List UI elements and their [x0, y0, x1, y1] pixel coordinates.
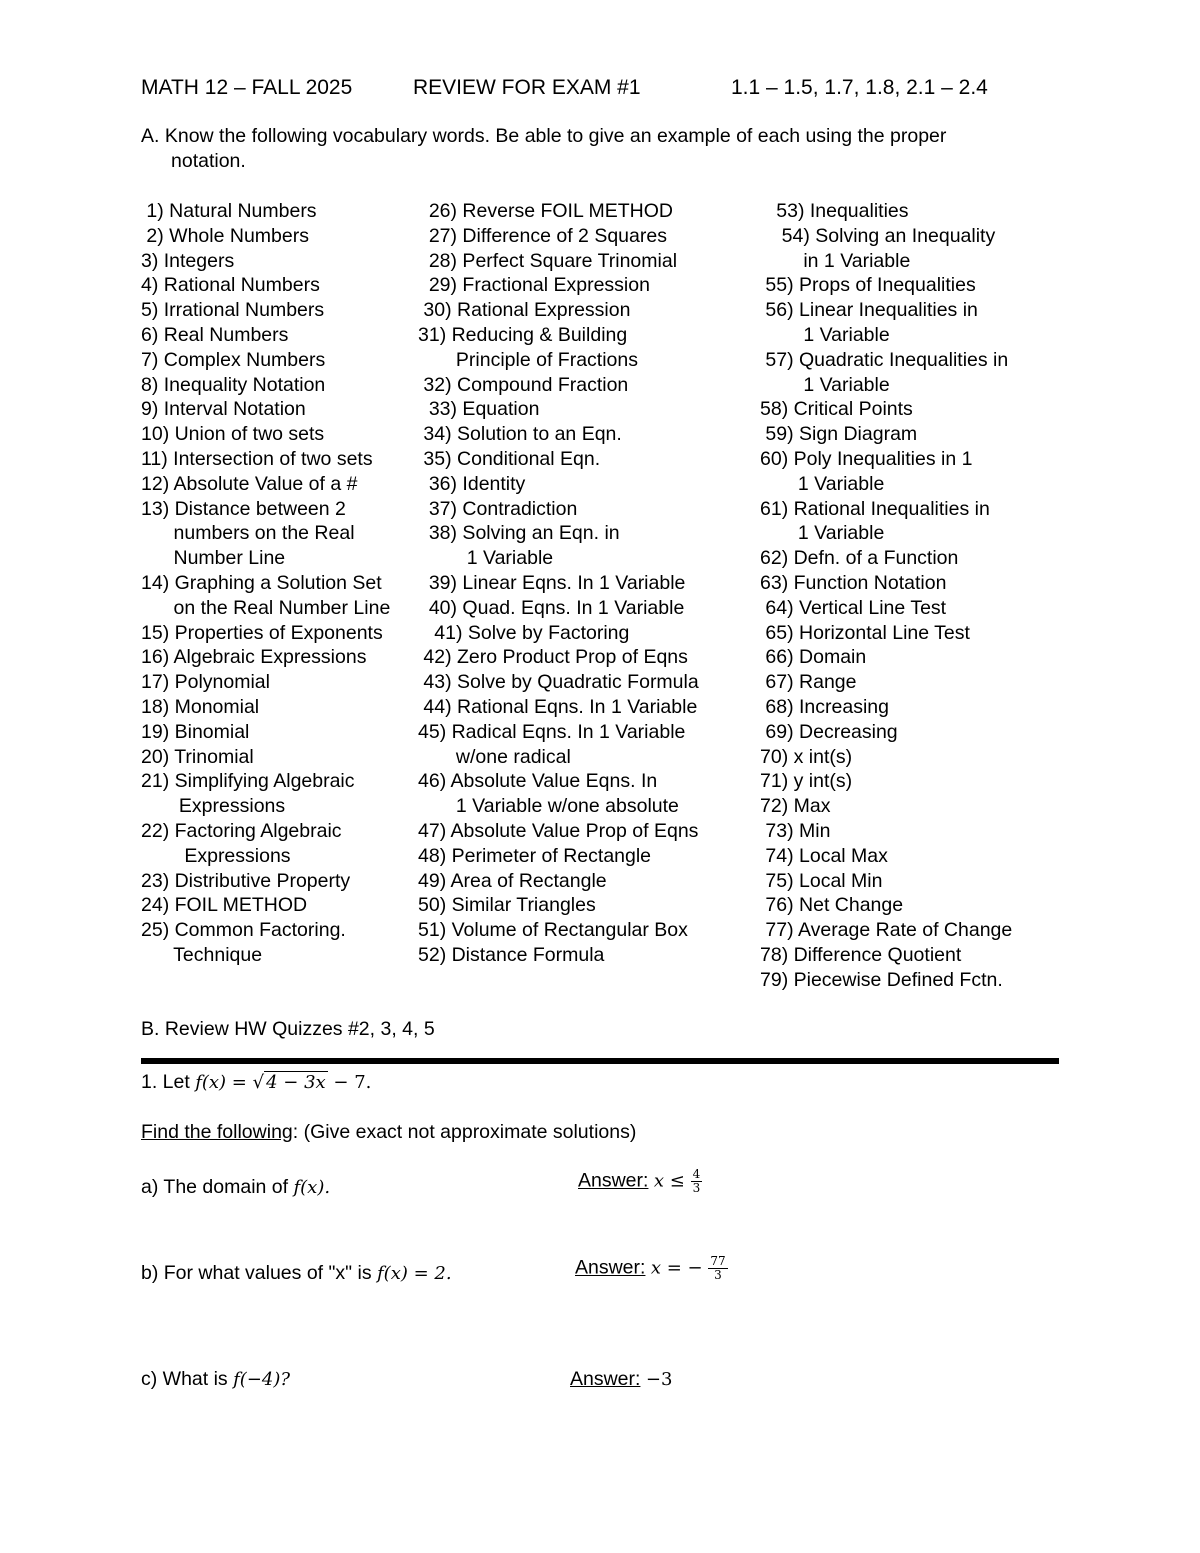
divider-rule: [141, 1058, 1059, 1064]
part-a-answer-math: x ≤: [653, 1170, 691, 1192]
vocab-item: 61) Rational Inequalities in: [760, 497, 990, 520]
find-label: Find the following: [141, 1121, 293, 1143]
vocab-item: 71) y int(s): [760, 770, 853, 793]
problem-1-statement: [141, 1070, 371, 1095]
vocab-item: 10) Union of two sets: [141, 423, 325, 446]
vocab-item: 38) Solving an Eqn. in: [418, 522, 620, 545]
vocab-item: Number Line: [141, 547, 286, 570]
vocab-item: 11) Intersection of two sets: [141, 447, 373, 470]
part-b-text: b) For what values of "x" is: [141, 1262, 378, 1284]
vocab-item: Expressions: [141, 795, 286, 818]
part-a-question: [141, 1175, 330, 1200]
vocab-item: in 1 Variable: [760, 249, 911, 272]
vocab-item: 8) Inequality Notation: [141, 373, 326, 396]
vocab-item: 17) Polynomial: [141, 671, 270, 694]
vocab-item: 9) Interval Notation: [141, 398, 306, 421]
vocab-item: 7) Complex Numbers: [141, 348, 326, 371]
vocab-item: numbers on the Real: [141, 522, 355, 545]
vocab-item: 59) Sign Diagram: [760, 423, 918, 446]
fraction-numerator: 77: [710, 1254, 726, 1268]
vocab-item: 47) Absolute Value Prop of Eqns: [418, 819, 699, 842]
vocab-item: 1 Variable w/one absolute: [418, 795, 679, 818]
vocab-item: 4) Rational Numbers: [141, 274, 320, 297]
fraction-denominator: 3: [692, 1181, 701, 1195]
vocab-item: 29) Fractional Expression: [418, 274, 650, 297]
vocab-item: 66) Domain: [760, 646, 867, 669]
vocab-item: 70) x int(s): [760, 745, 853, 768]
vocab-item: 78) Difference Quotient: [760, 943, 962, 966]
vocab-item: 27) Difference of 2 Squares: [418, 224, 667, 247]
vocab-item: 40) Quad. Eqns. In 1 Variable: [418, 596, 685, 619]
part-c-text: c) What is: [141, 1368, 234, 1390]
vocab-item: 48) Perimeter of Rectangle: [418, 844, 652, 867]
vocab-column-2: [418, 199, 699, 968]
section-a-instructions: [141, 124, 1051, 174]
answer-label: Answer:: [570, 1368, 641, 1390]
find-note: : (Give exact not approximate solutions): [292, 1121, 637, 1143]
vocab-item: 1 Variable: [760, 323, 890, 346]
vocab-item: 26) Reverse FOIL METHOD: [418, 200, 673, 222]
fraction-denominator: 3: [714, 1268, 722, 1282]
vocab-item: 49) Area of Rectangle: [418, 869, 607, 892]
vocab-item: 58) Critical Points: [760, 398, 913, 421]
problem-1-label: 1. Let: [141, 1071, 190, 1093]
vocab-item: 46) Absolute Value Eqns. In: [418, 770, 658, 793]
vocab-item: 1 Variable: [418, 547, 554, 570]
vocab-item: 1 Variable: [760, 472, 885, 495]
vocab-item: Technique: [141, 943, 263, 966]
vocab-item: 31) Reducing & Building: [418, 323, 628, 346]
vocab-item: 15) Properties of Exponents: [141, 621, 383, 644]
vocab-item: 41) Solve by Factoring: [418, 621, 630, 644]
vocab-item: 56) Linear Inequalities in: [760, 299, 978, 322]
vocab-item: 62) Defn. of a Function: [760, 547, 959, 570]
vocab-item: 32) Compound Fraction: [418, 373, 629, 396]
vocab-column-3: [760, 199, 1012, 993]
vocab-item: 69) Decreasing: [760, 720, 898, 743]
part-b-fraction: [708, 1255, 727, 1282]
vocab-item: 22) Factoring Algebraic: [141, 819, 342, 842]
vocab-item: 24) FOIL METHOD: [141, 894, 308, 917]
vocab-item: 52) Distance Formula: [418, 943, 605, 966]
vocab-item: 42) Zero Product Prop of Eqns: [418, 646, 688, 669]
vocab-item: 1 Variable: [760, 373, 890, 396]
vocab-item: 57) Quadratic Inequalities in: [760, 348, 1009, 371]
vocab-item: 35) Conditional Eqn.: [418, 447, 601, 470]
part-b-math: f(x) = 2.: [377, 1263, 452, 1284]
vocab-item: 30) Rational Expression: [418, 299, 631, 322]
section-b: B. Review HW Quizzes #2, 3, 4, 5: [141, 1018, 435, 1040]
vocab-item: 19) Binomial: [141, 720, 250, 743]
vocab-item: Principle of Fractions: [418, 348, 638, 371]
vocab-item: 79) Piecewise Defined Fctn.: [760, 968, 1003, 991]
vocab-item: 54) Solving an Inequality: [760, 224, 996, 247]
find-instructions: [141, 1120, 636, 1144]
part-a-answer: [578, 1168, 702, 1195]
vocab-item: 16) Algebraic Expressions: [141, 646, 367, 669]
vocab-item: 76) Net Change: [760, 894, 904, 917]
vocab-item: 34) Solution to an Eqn.: [418, 423, 622, 446]
vocab-item: 33) Equation: [418, 398, 540, 421]
vocab-item: 2) Whole Numbers: [141, 224, 309, 247]
vocab-item: 5) Irrational Numbers: [141, 299, 325, 322]
vocab-item: 50) Similar Triangles: [418, 894, 596, 917]
part-c-answer: [570, 1367, 672, 1392]
vocab-item: 36) Identity: [418, 472, 526, 495]
vocab-item: 3) Integers: [141, 249, 235, 272]
vocab-item: 23) Distributive Property: [141, 869, 351, 892]
problem-1-radicand: 4 − 3x: [266, 1072, 326, 1093]
vocab-item: 14) Graphing a Solution Set: [141, 571, 382, 594]
vocab-item: 64) Vertical Line Test: [760, 596, 947, 619]
vocab-item: 12) Absolute Value of a #: [141, 472, 358, 495]
vocab-item: 51) Volume of Rectangular Box: [418, 919, 688, 942]
vocab-item: 77) Average Rate of Change: [760, 919, 1013, 942]
vocab-item: 1 Variable: [760, 522, 885, 545]
vocab-item: Expressions: [141, 844, 291, 867]
part-b-answer-math: x = −: [650, 1257, 709, 1279]
vocab-item: on the Real Number Line: [141, 596, 391, 619]
vocab-item: 55) Props of Inequalities: [760, 274, 976, 297]
part-a-math: f(x).: [293, 1177, 331, 1198]
vocab-item: 45) Radical Eqns. In 1 Variable: [418, 720, 686, 743]
vocab-item: 39) Linear Eqns. In 1 Variable: [418, 571, 686, 594]
vocab-item: 53) Inequalities: [760, 200, 909, 222]
answer-label: Answer:: [575, 1256, 646, 1279]
vocab-item: 74) Local Max: [760, 844, 888, 867]
vocab-item: 43) Solve by Quadratic Formula: [418, 671, 699, 694]
vocab-item: 65) Horizontal Line Test: [760, 621, 970, 644]
vocab-item: 21) Simplifying Algebraic: [141, 770, 355, 793]
fraction-numerator: 4: [692, 1167, 701, 1181]
part-c-math: f(−4)?: [233, 1369, 290, 1390]
vocab-item: w/one radical: [418, 745, 571, 768]
vocab-item: 37) Contradiction: [418, 497, 578, 520]
vocab-item: 1) Natural Numbers: [141, 200, 317, 222]
vocab-item: 25) Common Factoring.: [141, 919, 346, 942]
vocab-item: 67) Range: [760, 671, 857, 694]
part-b-question: [141, 1261, 452, 1286]
section-a-line2: notation.: [171, 150, 246, 172]
vocab-item: 28) Perfect Square Trinomial: [418, 249, 678, 272]
vocab-column-1: [141, 199, 390, 968]
vocab-item: 72) Max: [760, 795, 831, 818]
answer-label: Answer:: [578, 1169, 649, 1192]
exam-title: REVIEW FOR EXAM #1: [413, 76, 641, 99]
part-a-text: a) The domain of: [141, 1176, 294, 1198]
vocab-item: 63) Function Notation: [760, 571, 947, 594]
vocab-item: 13) Distance between 2: [141, 497, 346, 520]
course-name: MATH 12 – FALL 2025: [141, 76, 353, 99]
part-c-answer-math: −3: [645, 1369, 673, 1390]
part-a-fraction: [691, 1168, 703, 1195]
vocab-item: 68) Increasing: [760, 695, 889, 718]
problem-1-tail: − 7.: [327, 1072, 372, 1093]
vocab-item: 44) Rational Eqns. In 1 Variable: [418, 695, 698, 718]
problem-1-func: f(x) =: [195, 1072, 253, 1093]
part-c-question: [141, 1367, 290, 1392]
vocab-item: 73) Min: [760, 819, 831, 842]
part-b-answer: [575, 1255, 728, 1282]
vocab-item: 6) Real Numbers: [141, 323, 289, 346]
section-a-line1: A. Know the following vocabulary words. Be able to give an example of each using the proper: [141, 125, 947, 147]
vocab-item: 18) Monomial: [141, 695, 260, 718]
vocab-item: 60) Poly Inequalities in 1: [760, 447, 973, 470]
vocab-item: 75) Local Min: [760, 869, 883, 892]
vocab-item: 20) Trinomial: [141, 745, 254, 768]
sqrt-symbol: √ 4 − 3x: [252, 1072, 326, 1093]
exam-sections: 1.1 – 1.5, 1.7, 1.8, 2.1 – 2.4: [731, 76, 988, 99]
